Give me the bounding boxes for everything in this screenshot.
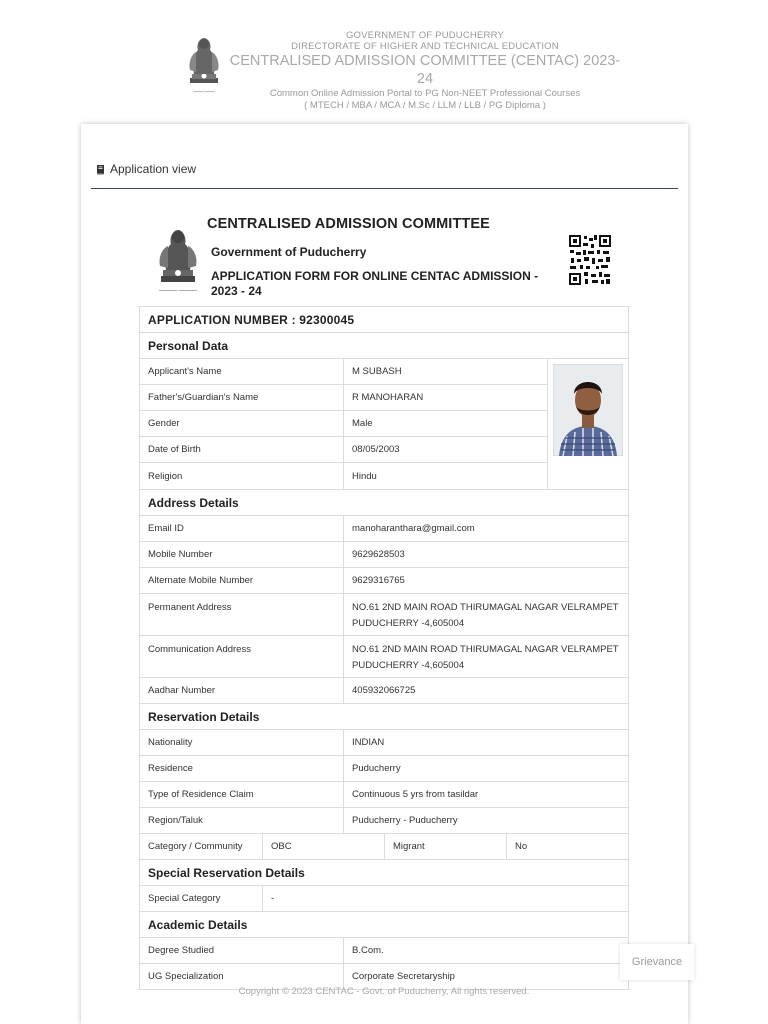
row-label: Religion — [140, 463, 344, 489]
form-emblem-icon — [151, 226, 205, 296]
footer-copyright: Copyright © 2023 CENTAC - Govt. of Puducherry, All rights reserved. — [238, 986, 530, 997]
row-label: Special Category — [140, 886, 263, 911]
table-row — [140, 516, 628, 542]
row-value: R MANOHARAN — [352, 392, 424, 403]
row-label: Nationality — [140, 730, 344, 755]
row-label: Residence — [140, 756, 344, 781]
row-label: Alternate Mobile Number — [140, 568, 344, 593]
row-value: INDIAN — [352, 737, 385, 748]
category-value: OBC — [263, 834, 385, 859]
row-label: Aadhar Number — [140, 678, 344, 703]
site-header — [0, 28, 768, 111]
form-application-title: APPLICATION FORM FOR ONLINE CENTAC ADMISSION - 2023 - 24 — [211, 269, 539, 298]
table-row — [140, 437, 547, 463]
header-courses: ( MTECH / MBA / MCA / M.Sc / LLM / LLB / PG Diploma ) — [304, 100, 546, 111]
svg-text:—— ——: —— —— — [193, 89, 215, 95]
table-row — [140, 411, 547, 437]
row-value: NO.61 2ND MAIN ROAD THIRUMAGAL NAGAR VELRAMPET PUDUCHERRY -4,605004 — [352, 644, 619, 671]
row-value: Corporate Secretaryship — [352, 971, 455, 982]
table-row — [140, 782, 628, 808]
card-heading — [95, 162, 196, 176]
section-academic-details: Academic Details — [140, 912, 628, 938]
table-row — [140, 385, 547, 411]
grievance-button[interactable]: Grievance — [620, 944, 694, 980]
row-label: Applicant's Name — [140, 359, 344, 384]
svg-text:——— ———: ——— ——— — [159, 288, 197, 294]
application-number: APPLICATION NUMBER : 92300045 — [140, 307, 628, 333]
table-row — [140, 594, 628, 636]
table-row — [140, 678, 628, 704]
row-label: Email ID — [140, 516, 344, 541]
row-value: NO.61 2ND MAIN ROAD THIRUMAGAL NAGAR VELRAMPET PUDUCHERRY -4,605004 — [352, 602, 619, 629]
category-label: Category / Community — [140, 834, 263, 859]
row-value: Puducherry - Puducherry — [352, 815, 458, 826]
row-value: M SUBASH — [352, 366, 402, 377]
application-card — [81, 124, 688, 1024]
application-table — [139, 306, 629, 990]
header-title: CENTRALISED ADMISSION COMMITTEE (CENTAC) 2023-24 — [229, 53, 621, 87]
header-text — [225, 30, 625, 112]
form-title: CENTRALISED ADMISSION COMMITTEE — [207, 216, 490, 232]
personal-data-rows — [140, 359, 548, 489]
table-row — [140, 359, 547, 385]
row-label: UG Specialization — [140, 964, 344, 989]
row-value: Puducherry — [352, 763, 401, 774]
section-reservation-details: Reservation Details — [140, 704, 628, 730]
personal-data-block — [140, 359, 628, 490]
header-government: GOVERNMENT OF PUDUCHERRY — [345, 30, 505, 41]
row-value: manoharanthara@gmail.com — [352, 523, 475, 534]
table-row — [140, 834, 628, 860]
section-special-reservation: Special Reservation Details — [140, 860, 628, 886]
heading-divider — [91, 188, 678, 189]
row-value: Male — [352, 418, 373, 429]
row-value: Continuous 5 yrs from tasildar — [352, 789, 479, 800]
photo-cell — [548, 359, 628, 489]
row-label: Father's/Guardian's Name — [140, 385, 344, 410]
row-value: 08/05/2003 — [352, 444, 400, 455]
row-label: Date of Birth — [140, 437, 344, 462]
table-row — [140, 730, 628, 756]
table-row — [140, 542, 628, 568]
row-label: Gender — [140, 411, 344, 436]
migrant-value: No — [515, 841, 528, 852]
row-label: Degree Studied — [140, 938, 344, 963]
applicant-photo — [553, 364, 623, 456]
table-row — [140, 938, 628, 964]
migrant-label: Migrant — [385, 834, 507, 859]
row-value: 9629316765 — [352, 575, 405, 586]
row-value: 405932066725 — [352, 685, 416, 696]
header-directorate: DIRECTORATE OF HIGHER AND TECHNICAL EDUCATION — [291, 41, 559, 52]
table-row — [140, 463, 547, 489]
row-label: Permanent Address — [140, 594, 344, 635]
form-government: Government of Puducherry — [211, 245, 367, 259]
row-value: B.Com. — [352, 945, 384, 956]
table-row — [140, 886, 628, 912]
row-label: Mobile Number — [140, 542, 344, 567]
header-portal: Common Online Admission Portal to PG Non-NEET Professional Courses — [269, 88, 581, 99]
state-emblem-icon — [182, 30, 226, 96]
row-value: - — [271, 893, 275, 904]
section-address-details: Address Details — [140, 490, 628, 516]
row-label: Type of Residence Claim — [140, 782, 344, 807]
book-icon — [95, 164, 106, 175]
row-value: Hindu — [352, 470, 377, 482]
table-row — [140, 808, 628, 834]
table-row — [140, 756, 628, 782]
row-label: Communication Address — [140, 636, 344, 677]
section-personal-data: Personal Data — [140, 333, 628, 359]
row-label: Region/Taluk — [140, 808, 344, 833]
row-value: 9629628503 — [352, 549, 405, 560]
table-row — [140, 636, 628, 678]
card-heading-label: Application view — [110, 162, 197, 176]
table-row — [140, 568, 628, 594]
qr-code-icon — [568, 234, 612, 286]
